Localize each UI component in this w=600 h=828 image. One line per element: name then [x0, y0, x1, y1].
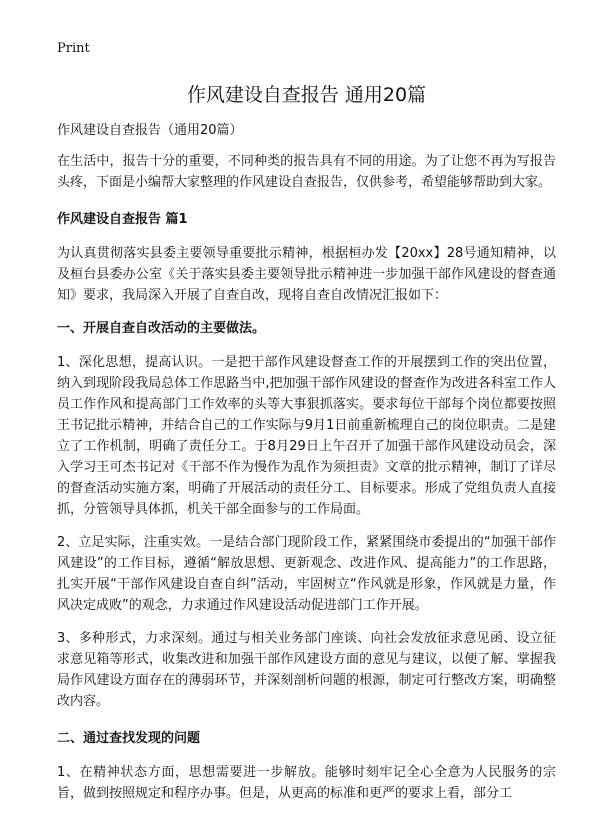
document-title: 作风建设自查报告 通用20篇 [186, 84, 427, 106]
paragraph-item-1: 1、深化思想，提高认识。一是把干部作风建设督查工作的开展摆到工作的突出位置，纳入到现阶段我局总体工作思路当中,把加强干部作风建设的督查作为改进各科室工作人员工作作风和提高部门工作效率的头等大事狠抓落实。要求每位干部每个岗位都要按照王书记批示精神，并结合自己的工作实际与9月1日前重新梳理自己的岗位职责。二是建立了工作机制，明确了责任分工。于8月29日上午召开了加强干部作风建设动员会，深入学习王可杰书记对《干部不作为慢作为乱作为须担责》文章的批示精神，制订了详尽的督查活动实施方案，明确了开展活动的责任分工、目标要求。形成了党组负责人直接抓，分管领导具体抓，机关干部全面参与的工作局面。 [57, 355, 556, 517]
paragraph-item-2: 2、立足实际，注重实效。一是结合部门现阶段工作，紧紧围绕市委提出的“加强干部作风建设”的工作目标，遵循“解放思想、更新观念、改进作风、提高能力”的工作思路，扎实开展“干部作风建设自查自纠”活动，牢固树立“作风就是形象，作风就是力量，作风决定成败”的观念，力求通过作风建设活动促进部门工作开展。 [57, 535, 556, 613]
paragraph-item-4: 1、在精神状态方面，思想需要进一步解放。能够时刻牢记全心全意为人民服务的宗旨，做到按照规定和程序办事。但是，从更高的标准和更严的要求上看，部分工 [57, 765, 556, 801]
print-label[interactable]: Print [57, 41, 90, 56]
subheading-main-practices: 一、开展自查自改活动的主要做法。 [57, 321, 266, 336]
intro-paragraph: 在生活中，报告十分的重要，不同种类的报告具有不同的用途。为了让您不再为写报告头疼，下面是小编帮大家整理的作风建设自查报告，仅供参考，希望能够帮助到大家。 [57, 154, 556, 190]
section-heading: 作风建设自查报告 篇1 [57, 212, 188, 227]
section-intro-paragraph: 为认真贯彻落实县委主要领导重要批示精神，根据桓办发【20xx】28号通知精神，以及桓台县委办公室《关于落实县委主要领导批示精神进一步加强干部作风建设的督查通知》要求，我局深入开展了自查自改，现将自查自改情况汇报如下： [57, 246, 556, 303]
document-subtitle: 作风建设自查报告（通用20篇） [57, 123, 243, 138]
subheading-problems-found: 二、通过查找发现的问题 [57, 731, 201, 746]
paragraph-item-3: 3、多种形式，力求深刻。通过与相关业务部门座谈、向社会发放征求意见函、设立征求意见箱等形式，收集改进和加强干部作风建设方面的意见与建议，以便了解、掌握我局作风建设方面存在的薄弱环节，并深刻剖析问题的根源，制定可行整改方案，明确整改内容。 [57, 631, 556, 709]
